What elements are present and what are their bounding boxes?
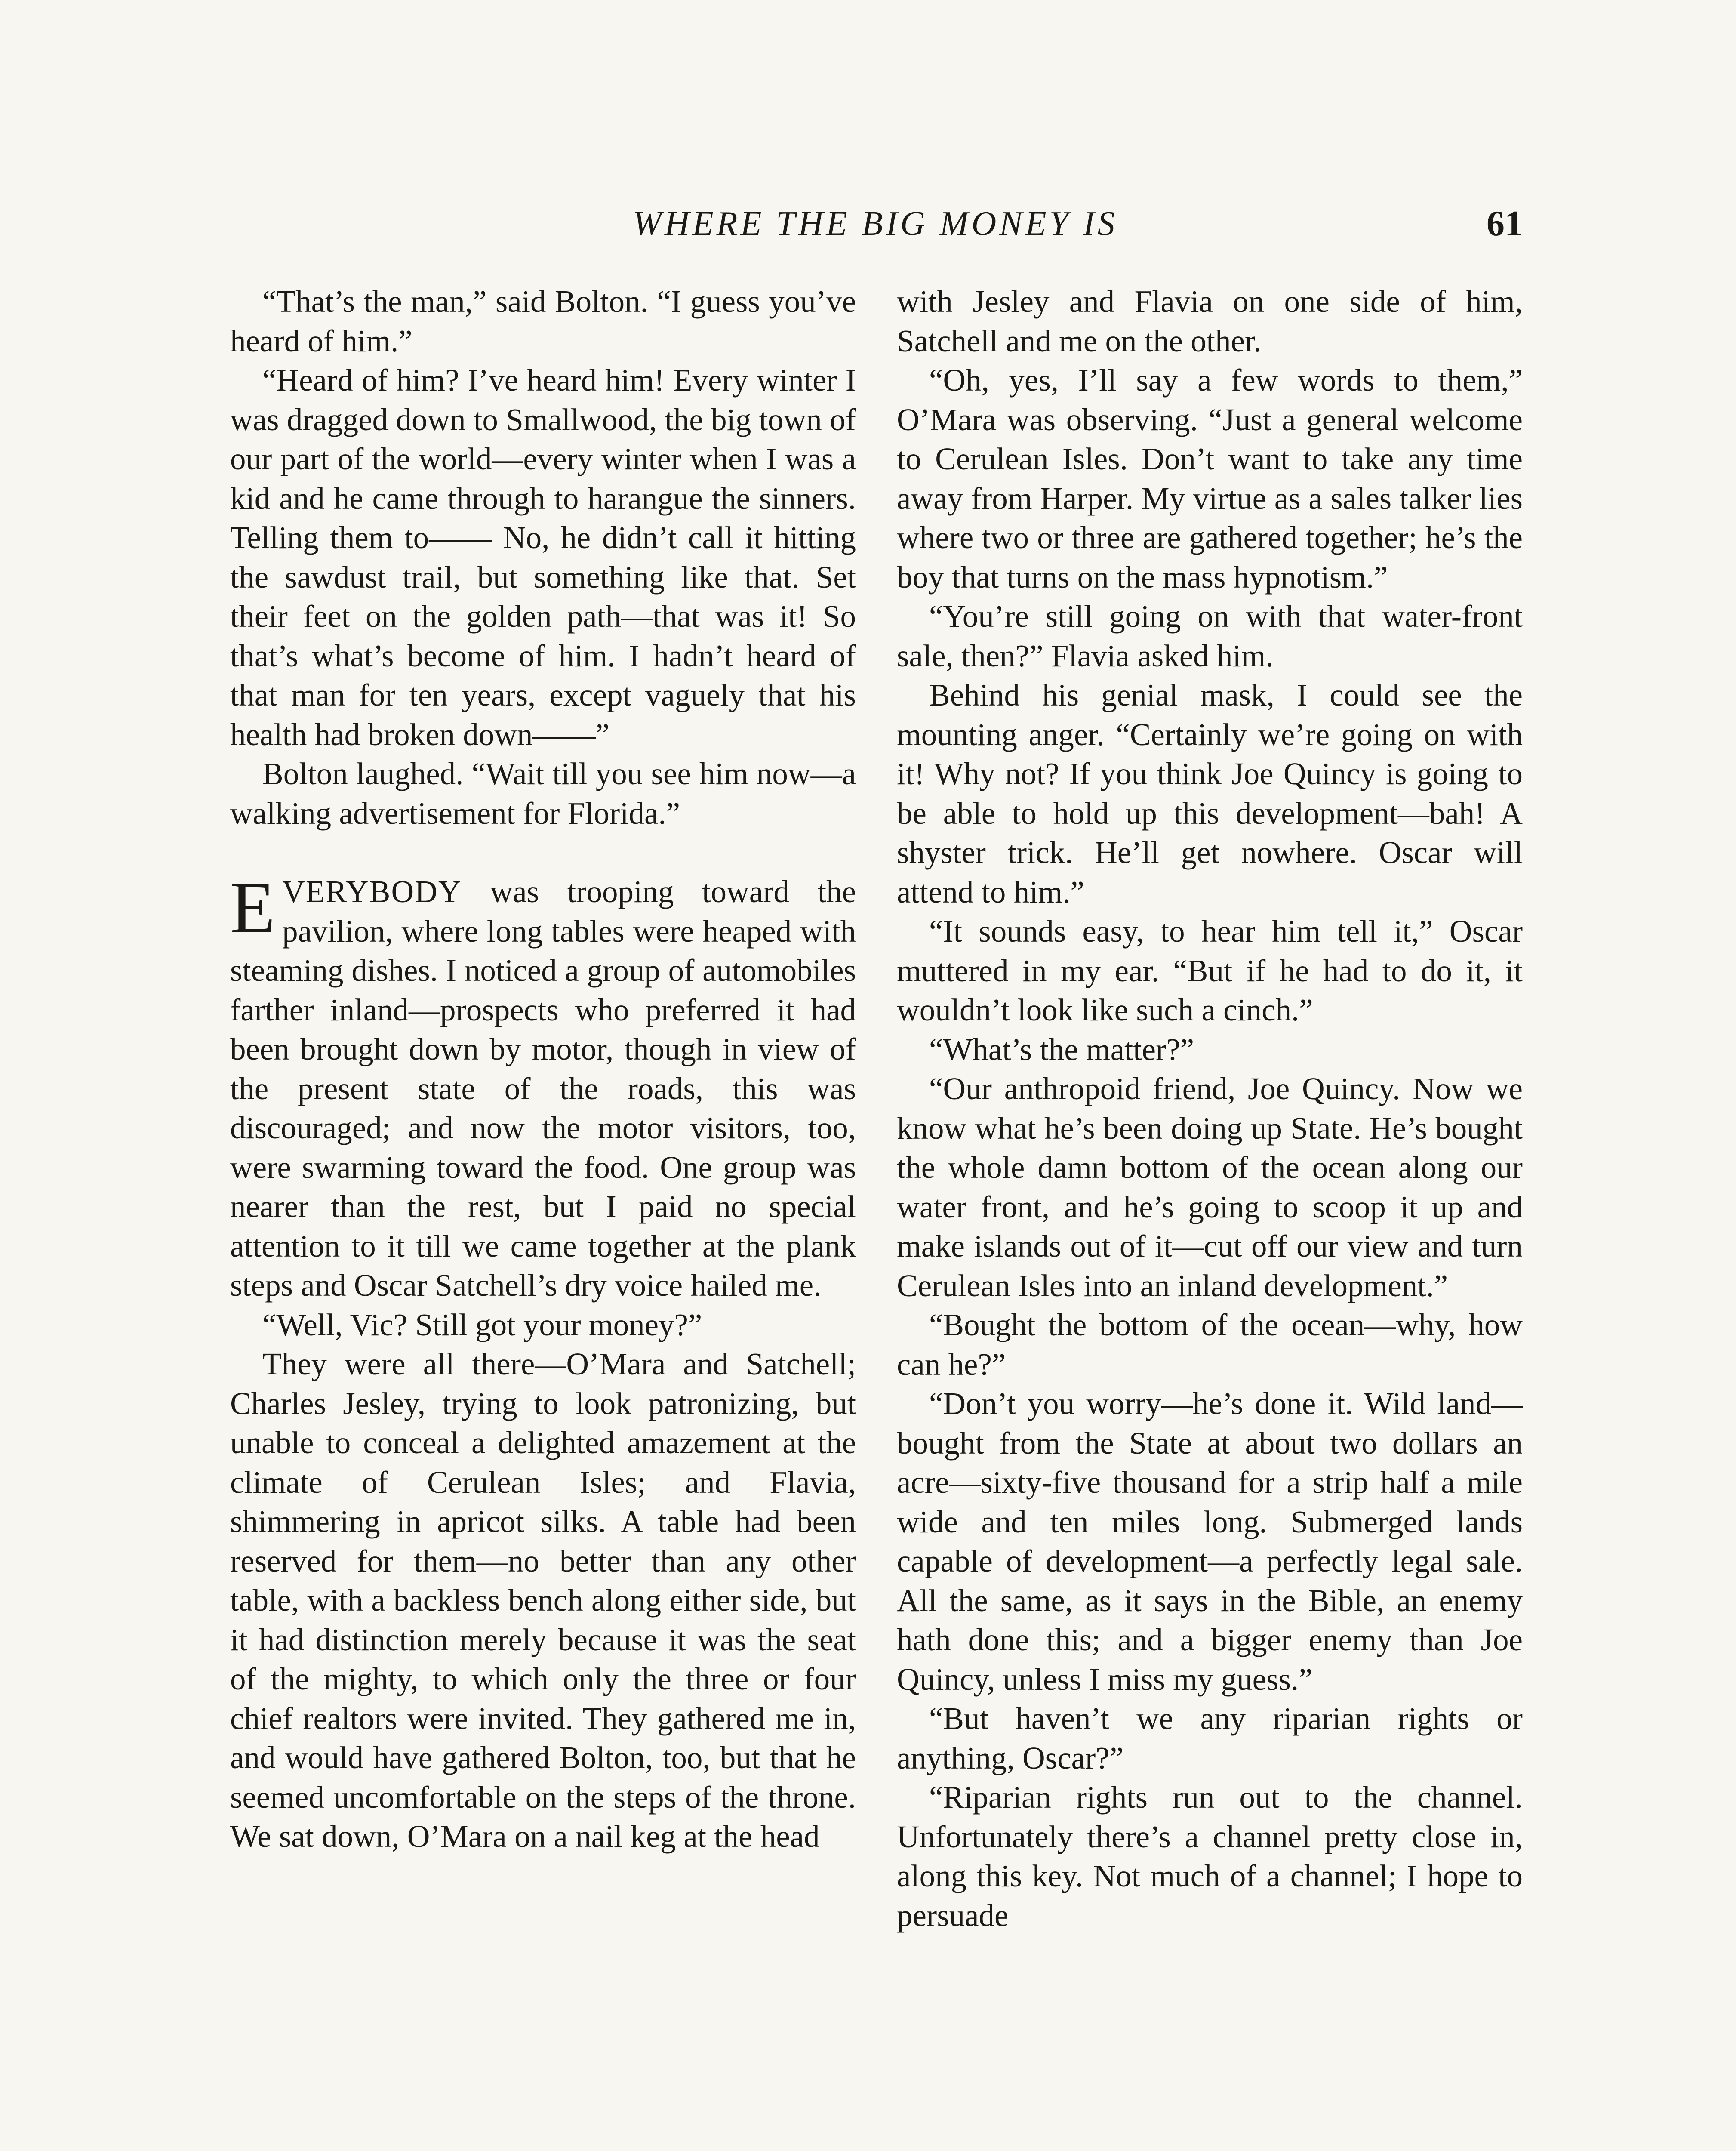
paragraph: “That’s the man,” said Bolton. “I guess you’ve heard of him.”	[230, 284, 856, 358]
running-title: WHERE THE BIG MONEY IS	[633, 205, 1118, 243]
paragraph: Bolton laughed. “Wait till you see him now—a walking advertisement for Florida.”	[230, 756, 856, 831]
section-opening-caps: VERYBODY	[282, 874, 462, 909]
section-opening-text: was trooping toward the pavilion, where long tables were heaped with steaming dishes. I noticed a group of automobiles farther inland—prospects who preferred it had been brought down by motor, though in view of the present state of the roads, this was discouraged; and now the motor visitors, too, were swarming toward the food. One group was nearer than the rest, but I paid no special attention to it till we came together at the plank steps and Oscar Satchell’s dry voice hailed me.	[230, 874, 856, 1303]
paragraph: “It sounds easy, to hear him tell it,” Oscar muttered in my ear. “But if he had to do it, it wouldn’t look like such a cinch.”	[897, 914, 1523, 1027]
right-column	[897, 282, 1523, 1935]
paragraph: “Oh, yes, I’ll say a few words to them,” O’Mara was observing. “Just a general welcome to Cerulean Isles. Don’t want to take any time away from Harper. My virtue as a sales talker lies where two or three are gathered together; he’s the boy that turns on the mass hypnotism.”	[897, 363, 1523, 595]
drop-cap: E	[230, 867, 276, 949]
continued-paragraph: with Jesley and Flavia on one side of him, Satchell and me on the other.	[897, 284, 1523, 358]
paragraph: “Don’t you worry—he’s done it. Wild land—bought from the State at about two dollars an acre—sixty-five thousand for a strip half a mile wide and ten miles long. Submerged lands capable of development—a perfectly legal sale. All the same, as it says in the Bible, an enemy hath done this; and a bigger enemy than Joe Quincy, unless I miss my guess.”	[897, 1386, 1523, 1697]
paragraph: “You’re still going on with that water-front sale, then?” Flavia asked him.	[897, 599, 1523, 673]
paragraph: Behind his genial mask, I could see the mounting anger. “Certainly we’re going on with it! Why not? If you think Joe Quincy is going to be able to hold up this development—bah! A shyster trick. He’ll get nowhere. Oscar will attend to him.”	[897, 678, 1523, 909]
paragraph: “Bought the bottom of the ocean—why, how can he?”	[897, 1307, 1523, 1382]
paragraph: They were all there—O’Mara and Satchell; Charles Jesley, trying to look patronizing, but unable to conceal a delighted amazement at the climate of Cerulean Isles; and Flavia, shimmering in apricot silks. A table had been reserved for them—no better than any other table, with a backless bench along either side, but it had distinction merely because it was the seat of the mighty, to which only the three or four chief realtors were invited. They gathered me in, and would have gathered Bolton, too, but that he seemed uncomfortable on the steps of the throne. We sat down, O’Mara on a nail keg at the head	[230, 1347, 856, 1854]
paragraph: “Our anthropoid friend, Joe Quincy. Now we know what he’s been doing up State. He’s bought the whole damn bottom of the ocean along our water front, and he’s going to scoop it up and make islands out of it—cut off our view and turn Cerulean Isles into an inland development.”	[897, 1071, 1523, 1303]
paragraph: “But haven’t we any riparian rights or anything, Oscar?”	[897, 1701, 1523, 1775]
paragraph: “Well, Vic? Still got your money?”	[262, 1307, 702, 1342]
paragraph: “What’s the matter?”	[929, 1032, 1194, 1067]
page-number: 61	[1487, 203, 1523, 243]
paragraph: “Riparian rights run out to the channel. Unfortunately there’s a channel pretty close in, along this key. Not much of a channel; I hope to persuade	[897, 1780, 1523, 1933]
page-header	[228, 202, 1523, 254]
section-opening-paragraph	[230, 867, 856, 1305]
paragraph: “Heard of him? I’ve heard him! Every winter I was dragged down to Smallwood, the big town of our part of the world—every winter when I was a kid and he came through to harangue the sinners. Telling them to—— No, he didn’t call it hitting the sawdust trail, but something like that. Set their feet on the golden path—that was it! So that’s what’s become of him. I hadn’t heard of that man for ten years, except vaguely that his health had broken down——”	[230, 363, 856, 752]
left-column	[230, 282, 856, 1856]
